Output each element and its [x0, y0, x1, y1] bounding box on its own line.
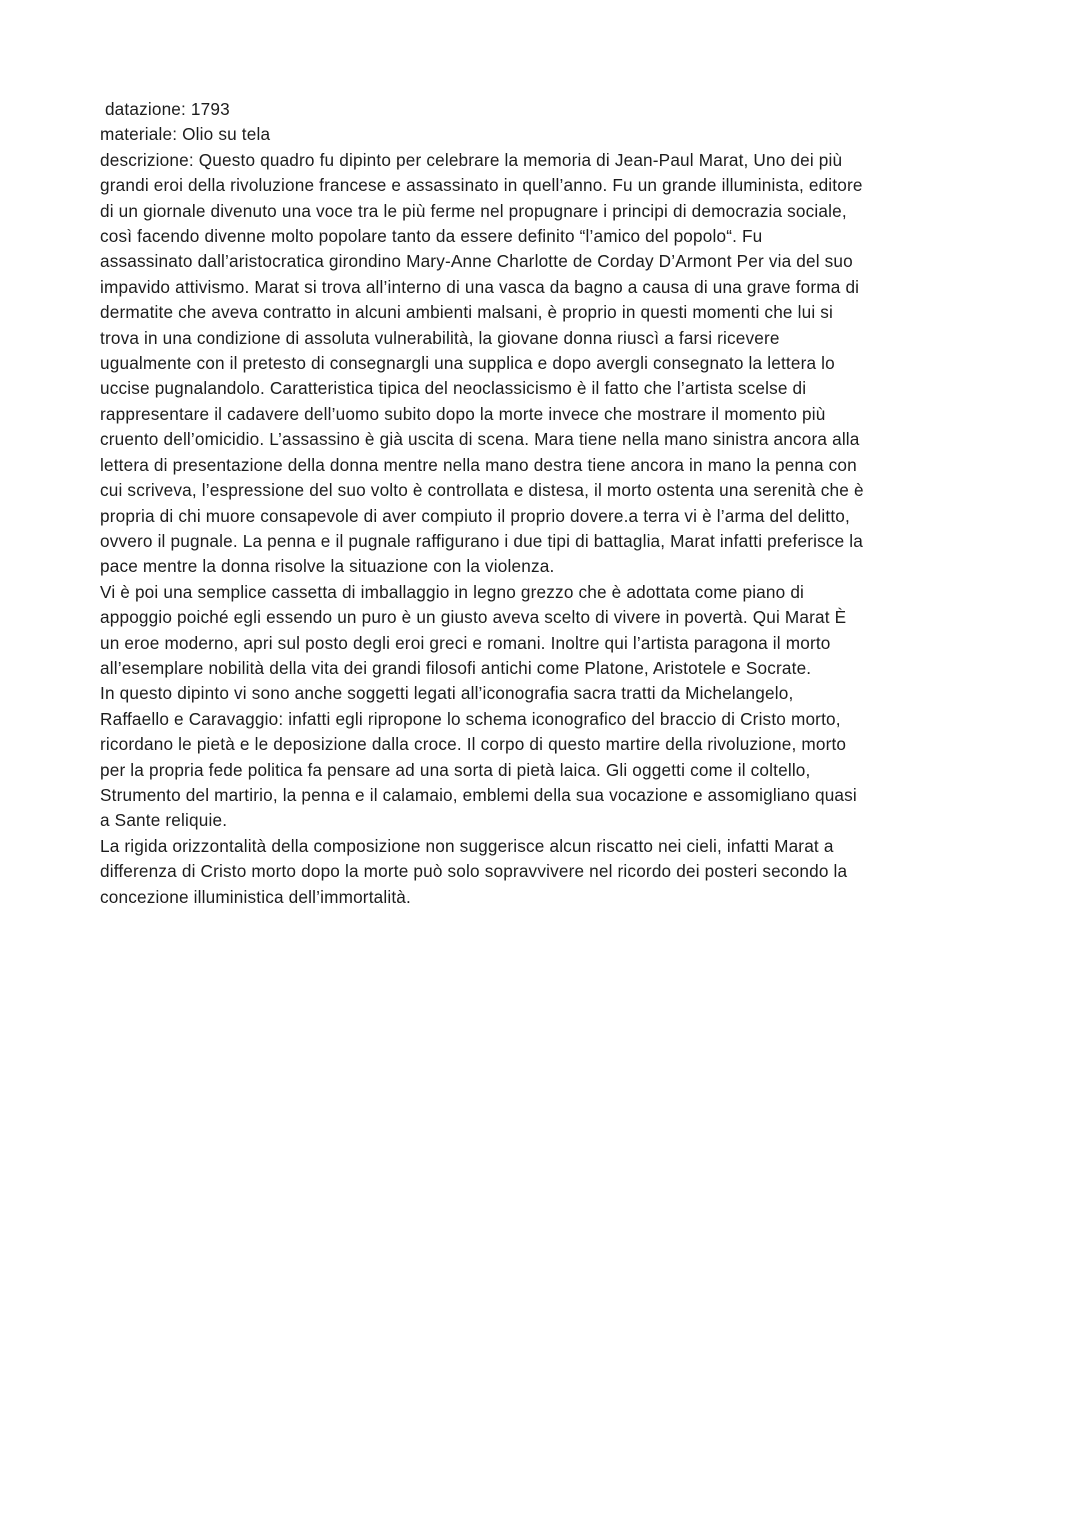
- text-line: cruento dell’omicidio. L’assassino è già uscita di scena. Mara tiene nella mano sinistra ancora alla: [100, 429, 860, 450]
- text-line: materiale: Olio su tela: [100, 124, 271, 145]
- text-line: rappresentare il cadavere dell’uomo subito dopo la morte invece che mostrare il momento più: [100, 403, 826, 424]
- text-line: così facendo divenne molto popolare tanto da essere definito “l’amico del popolo“. Fu: [100, 226, 763, 247]
- text-line: impavido attivismo. Marat si trova all’interno di una vasca da bagno a causa di una grave forma di: [100, 276, 860, 297]
- text-line: assassinato dall’aristocratica girondino Mary-Anne Charlotte de Corday D’Armont Per via del suo: [100, 251, 853, 272]
- text-line: differenza di Cristo morto dopo la morte può solo sopravvivere nel ricordo dei posteri secondo la: [100, 861, 848, 882]
- text-line: trova in una condizione di assoluta vulnerabilità, la giovane donna riuscì a farsi ricevere: [100, 327, 780, 348]
- text-line: pace mentre la donna risolve la situazione con la violenza.: [100, 556, 555, 577]
- text-line: appoggio poiché egli essendo un puro è un giusto aveva scelto di vivere in povertà. Qui Marat È: [100, 607, 847, 628]
- text-line: Vi è poi una semplice cassetta di imballaggio in legno grezzo che è adottata come piano di: [100, 581, 805, 602]
- text-line: ricordano le pietà e le deposizione dalla croce. Il corpo di questo martire della rivoluzione, morto: [100, 734, 847, 755]
- text-line: datazione: 1793: [100, 99, 230, 119]
- text-line: La rigida orizzontalità della composizione non suggerisce alcun riscatto nei cieli, infatti Marat a: [100, 835, 834, 856]
- document-text-block: [100, 97, 970, 910]
- text-line: all’esemplare nobilità della vita dei grandi filosofi antichi come Platone, Aristotele e Socrate.: [100, 657, 812, 678]
- text-line: ugualmente con il pretesto di consegnargli una supplica e dopo avergli consegnato la lettera lo: [100, 353, 835, 374]
- text-line: propria di chi muore consapevole di aver compiuto il proprio dovere.a terra vi è l’arma del delitto,: [100, 505, 850, 526]
- text-line: ovvero il pugnale. La penna e il pugnale raffigurano i due tipi di battaglia, Marat infatti preferisce la: [100, 530, 864, 551]
- text-line: Raffaello e Caravaggio: infatti egli ripropone lo schema iconografico del braccio di Cristo morto,: [100, 708, 841, 729]
- text-line: In questo dipinto vi sono anche soggetti legati all’iconografia sacra tratti da Michelangelo,: [100, 683, 794, 704]
- text-line: di un giornale divenuto una voce tra le più ferme nel propugnare i principi di democrazia sociale,: [100, 200, 847, 221]
- text-line: grandi eroi della rivoluzione francese e assassinato in quell’anno. Fu un grande illuminista, editore: [100, 175, 863, 196]
- text-line: descrizione: Questo quadro fu dipinto per celebrare la memoria di Jean-Paul Marat, Uno dei più: [100, 149, 843, 170]
- text-line: uccise pugnalandolo. Caratteristica tipica del neoclassicismo è il fatto che l’artista scelse di: [100, 378, 807, 399]
- text-line: dermatite che aveva contratto in alcuni ambienti malsani, è proprio in questi momenti che lui si: [100, 302, 834, 323]
- text-line: concezione illuministica dell’immortalità.: [100, 886, 411, 907]
- text-line: a Sante reliquie.: [100, 810, 228, 831]
- text-line: un eroe moderno, apri sul posto degli eroi greci e romani. Inoltre qui l’artista paragona il morto: [100, 632, 831, 653]
- text-line: Strumento del martirio, la penna e il calamaio, emblemi della sua vocazione e assomigliano quasi: [100, 784, 857, 805]
- text-line: lettera di presentazione della donna mentre nella mano destra tiene ancora in mano la penna con: [100, 454, 857, 475]
- text-line: per la propria fede politica fa pensare ad una sorta di pietà laica. Gli oggetti come il coltello,: [100, 759, 811, 780]
- text-line: cui scriveva, l’espressione del suo volto è controllata e distesa, il morto ostenta una serenità che è: [100, 480, 864, 501]
